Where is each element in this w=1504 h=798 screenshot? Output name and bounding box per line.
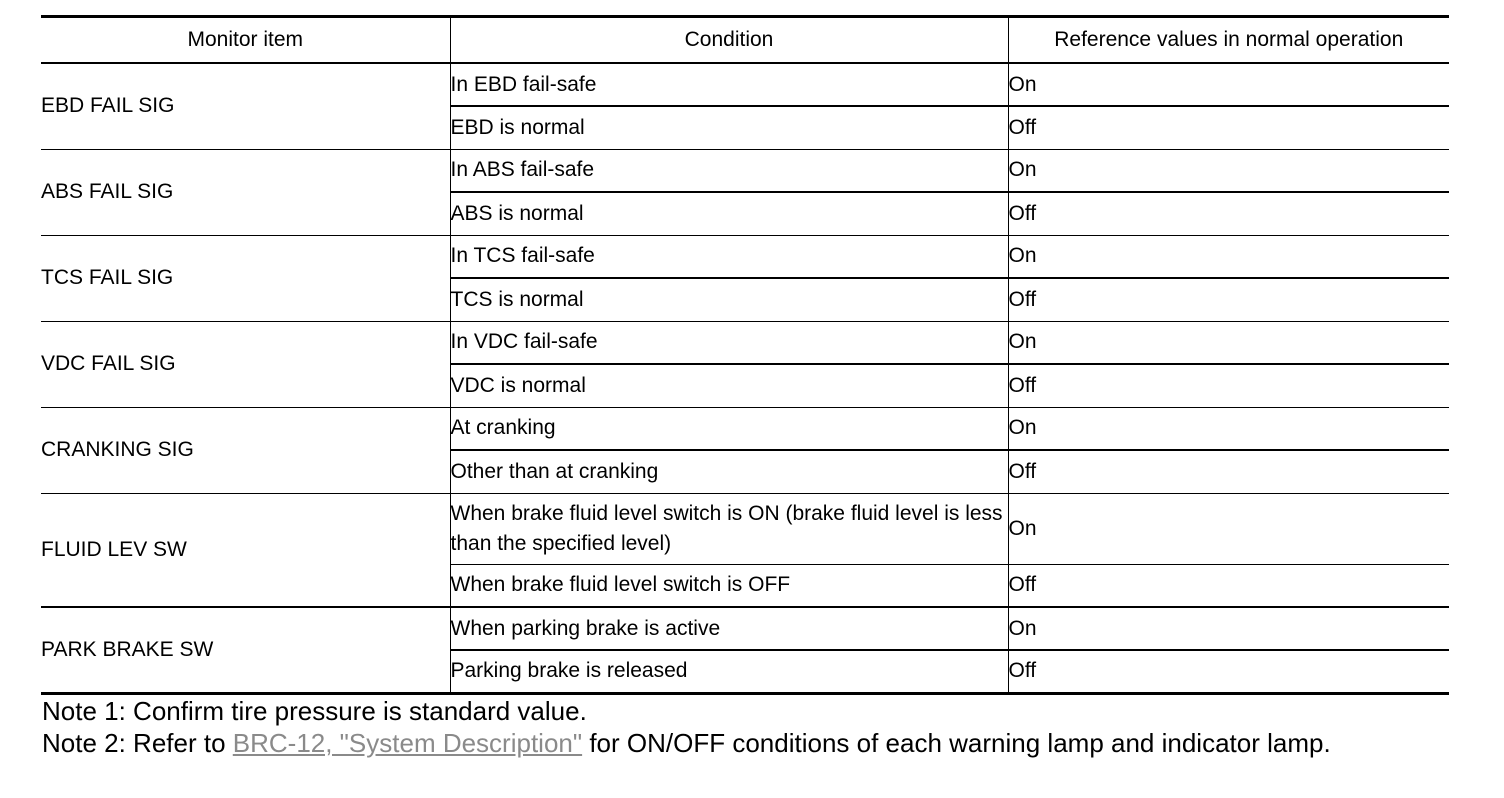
condition-cell: In TCS fail-safe [450,235,1008,278]
brc-12-system-description-link[interactable]: BRC-12, "System Description" [232,728,583,758]
header-condition: Condition [450,17,1008,64]
table-row [41,235,1449,278]
condition-cell: EBD is normal [450,106,1008,149]
table-row [41,321,1449,364]
condition-cell: Other than at cranking [450,450,1008,493]
note-2 [42,727,1448,759]
reference-value-cell: On [1008,493,1449,564]
header-reference-values: Reference values in normal operation [1008,17,1449,64]
notes-section [42,695,1448,759]
monitor-item-table [41,15,1449,695]
note-2-prefix: Note 2: Refer to [42,728,233,758]
monitor-item-cell: TCS FAIL SIG [41,235,450,321]
table-row [41,63,1449,106]
reference-value-cell: Off [1008,450,1449,493]
monitor-item-cell: EBD FAIL SIG [41,63,450,149]
monitor-item-cell: CRANKING SIG [41,407,450,493]
condition-cell: Parking brake is released [450,650,1008,693]
reference-value-cell: On [1008,235,1449,278]
table-row [41,407,1449,450]
condition-cell: In EBD fail-safe [450,63,1008,106]
reference-value-cell: On [1008,321,1449,364]
condition-cell: TCS is normal [450,278,1008,321]
table-row [41,607,1449,650]
note-1: Note 1: Confirm tire pressure is standard value. [42,696,587,726]
monitor-item-cell: FLUID LEV SW [41,493,450,607]
condition-cell: When brake fluid level switch is ON (brake fluid level is less than the specified level) [450,493,1008,564]
condition-cell: VDC is normal [450,364,1008,407]
monitor-item-cell: PARK BRAKE SW [41,607,450,693]
reference-value-cell: Off [1008,564,1449,607]
condition-cell: When parking brake is active [450,607,1008,650]
condition-cell: ABS is normal [450,192,1008,235]
condition-cell: In ABS fail-safe [450,149,1008,192]
table-row [41,493,1449,564]
reference-value-cell: On [1008,607,1449,650]
reference-value-cell: Off [1008,106,1449,149]
reference-value-cell: Off [1008,278,1449,321]
condition-cell: At cranking [450,407,1008,450]
reference-value-cell: Off [1008,650,1449,693]
table-row [41,149,1449,192]
reference-value-cell: Off [1008,192,1449,235]
header-monitor-item: Monitor item [41,17,450,64]
reference-value-cell: On [1008,63,1449,106]
reference-value-cell: Off [1008,364,1449,407]
reference-value-cell: On [1008,149,1449,192]
monitor-item-cell: ABS FAIL SIG [41,149,450,235]
monitor-item-cell: VDC FAIL SIG [41,321,450,407]
reference-value-cell: On [1008,407,1449,450]
condition-cell: When brake fluid level switch is OFF [450,564,1008,607]
note-2-suffix: for ON/OFF conditions of each warning lamp and indicator lamp. [582,728,1331,758]
condition-cell: In VDC fail-safe [450,321,1008,364]
